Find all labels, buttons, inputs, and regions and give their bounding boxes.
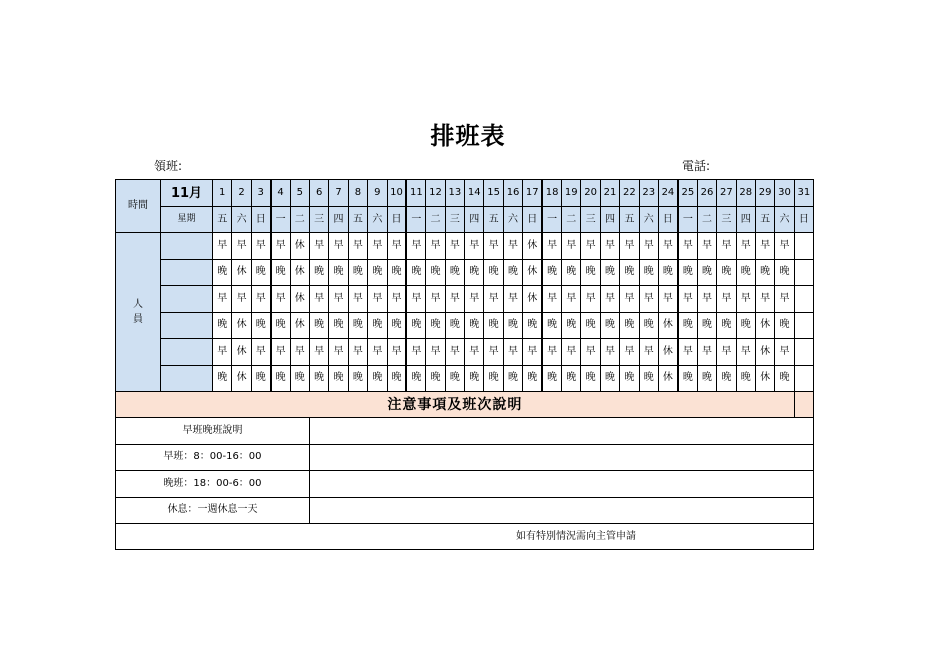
shift-cell[interactable]: 早: [348, 286, 367, 313]
shift-cell[interactable]: 早: [600, 339, 619, 366]
shift-cell[interactable]: 晚: [775, 365, 794, 392]
shift-cell[interactable]: 早: [445, 286, 464, 313]
day-header: 8: [348, 180, 367, 207]
day-header: 26: [697, 180, 716, 207]
shift-cell[interactable]: 早: [213, 339, 232, 366]
shift-cell[interactable]: 晚: [523, 365, 542, 392]
shift-cell[interactable]: 晚: [445, 312, 464, 339]
phone-label: 電話:: [682, 159, 711, 173]
shift-cell[interactable]: 晚: [406, 259, 425, 286]
shift-cell[interactable]: 晚: [542, 365, 561, 392]
shift-cell[interactable]: 早: [251, 286, 270, 313]
leader-label: 領班:: [154, 159, 183, 173]
shift-cell[interactable]: 晚: [271, 259, 290, 286]
note-label: 早班：8：00-16：00: [116, 444, 310, 471]
day-header: 7: [329, 180, 348, 207]
day-header: 1: [213, 180, 232, 207]
note-row: [116, 418, 814, 445]
shift-cell[interactable]: 休: [755, 339, 774, 366]
shift-cell[interactable]: 晚: [717, 365, 736, 392]
weekday-header: 五: [213, 207, 232, 233]
shift-cell[interactable]: 早: [639, 339, 658, 366]
note-row: [116, 471, 814, 498]
shift-cell[interactable]: 晚: [600, 365, 619, 392]
shift-cell[interactable]: 早: [251, 339, 270, 366]
shift-cell[interactable]: 晚: [387, 365, 406, 392]
shift-cell[interactable]: 早: [368, 233, 387, 260]
shift-cell[interactable]: 早: [387, 286, 406, 313]
shift-cell[interactable]: 晚: [251, 312, 270, 339]
shift-cell[interactable]: 休: [232, 339, 251, 366]
shift-cell[interactable]: 早: [348, 339, 367, 366]
shift-cell[interactable]: 早: [426, 339, 445, 366]
shift-cell[interactable]: 早: [503, 233, 522, 260]
shift-cell[interactable]: 早: [775, 339, 794, 366]
shift-cell[interactable]: 晚: [348, 365, 367, 392]
shift-cell[interactable]: 早: [523, 339, 542, 366]
day-header: 30: [775, 180, 794, 207]
staff-row: [116, 286, 814, 313]
day-header: 28: [736, 180, 755, 207]
shift-cell[interactable]: 晚: [387, 312, 406, 339]
shift-cell[interactable]: 晚: [213, 312, 232, 339]
weekday-header: 六: [232, 207, 251, 233]
weekday-header: 三: [581, 207, 600, 233]
shift-cell[interactable]: 早: [620, 286, 639, 313]
note-label: 早班晚班說明: [116, 418, 310, 445]
shift-cell[interactable]: 早: [581, 286, 600, 313]
notes-heading-side: [794, 392, 813, 418]
weekday-header: 四: [329, 207, 348, 233]
weekday-header: 三: [445, 207, 464, 233]
weekday-header: 二: [562, 207, 581, 233]
day-header: 31: [794, 180, 813, 207]
shift-cell[interactable]: [794, 365, 813, 392]
shift-cell[interactable]: 休: [232, 312, 251, 339]
shift-cell[interactable]: 休: [658, 365, 677, 392]
footer-note: 如有特別情況需向主管申請: [116, 524, 814, 550]
header-row-weekdays: [116, 207, 814, 233]
shift-cell[interactable]: 早: [697, 339, 716, 366]
shift-cell[interactable]: 早: [639, 286, 658, 313]
shift-cell[interactable]: 晚: [271, 365, 290, 392]
day-header: 22: [620, 180, 639, 207]
shift-cell[interactable]: 早: [503, 286, 522, 313]
day-header: 13: [445, 180, 464, 207]
note-value[interactable]: [309, 471, 813, 498]
shift-cell[interactable]: 早: [445, 339, 464, 366]
note-label: 休息：一週休息一天: [116, 497, 310, 524]
note-label: 晚班：18：00-6：00: [116, 471, 310, 498]
shift-cell[interactable]: 早: [562, 286, 581, 313]
shift-cell[interactable]: 晚: [445, 365, 464, 392]
weekday-header: 二: [290, 207, 309, 233]
shift-cell[interactable]: 晚: [542, 312, 561, 339]
day-header: 16: [503, 180, 522, 207]
shift-cell[interactable]: 晚: [387, 259, 406, 286]
shift-cell[interactable]: 晚: [678, 312, 697, 339]
note-value[interactable]: [309, 444, 813, 471]
shift-cell[interactable]: 休: [523, 259, 542, 286]
shift-cell[interactable]: 晚: [755, 259, 774, 286]
staff-row: [116, 259, 814, 286]
shift-cell[interactable]: 晚: [348, 312, 367, 339]
weekday-header: 四: [600, 207, 619, 233]
staff-label: [116, 233, 161, 392]
shift-cell[interactable]: 晚: [581, 259, 600, 286]
day-header: 17: [523, 180, 542, 207]
shift-cell[interactable]: 晚: [639, 365, 658, 392]
day-header: 18: [542, 180, 561, 207]
weekday-header: 三: [309, 207, 328, 233]
staff-row: [116, 339, 814, 366]
shift-cell[interactable]: 早: [755, 286, 774, 313]
shift-cell[interactable]: 晚: [717, 312, 736, 339]
weekday-header: 五: [620, 207, 639, 233]
note-value[interactable]: [309, 418, 813, 445]
page-title: 排班表: [430, 122, 506, 150]
shift-cell[interactable]: 早: [484, 339, 503, 366]
shift-cell[interactable]: 早: [600, 233, 619, 260]
shift-cell[interactable]: 早: [736, 339, 755, 366]
weekday-header: 五: [484, 207, 503, 233]
weekday-header: 一: [271, 207, 290, 233]
shift-cell[interactable]: 晚: [639, 259, 658, 286]
shift-cell[interactable]: 早: [755, 233, 774, 260]
shift-cell[interactable]: 晚: [329, 259, 348, 286]
shift-cell[interactable]: 早: [309, 233, 328, 260]
notes-heading-row: [116, 392, 814, 418]
shift-cell[interactable]: 晚: [445, 259, 464, 286]
day-header: 4: [271, 180, 290, 207]
shift-cell[interactable]: 早: [271, 233, 290, 260]
shift-cell[interactable]: 早: [503, 339, 522, 366]
shift-cell[interactable]: 早: [639, 233, 658, 260]
shift-cell[interactable]: 晚: [329, 312, 348, 339]
shift-cell[interactable]: 晚: [562, 312, 581, 339]
shift-cell[interactable]: 晚: [484, 259, 503, 286]
shift-cell[interactable]: 晚: [251, 259, 270, 286]
shift-cell[interactable]: 早: [717, 233, 736, 260]
shift-cell[interactable]: 晚: [368, 365, 387, 392]
shift-cell[interactable]: 早: [406, 233, 425, 260]
shift-cell[interactable]: 晚: [503, 312, 522, 339]
shift-cell[interactable]: [794, 286, 813, 313]
shift-cell[interactable]: 晚: [717, 259, 736, 286]
staff-name-cell[interactable]: [161, 339, 213, 366]
staff-row: [116, 365, 814, 392]
day-header: 9: [368, 180, 387, 207]
day-header: 10: [387, 180, 406, 207]
weekday-header: 日: [794, 207, 813, 233]
day-header: 5: [290, 180, 309, 207]
shift-cell[interactable]: 晚: [620, 312, 639, 339]
day-header: 2: [232, 180, 251, 207]
shift-cell[interactable]: [794, 233, 813, 260]
shift-cell[interactable]: 早: [600, 286, 619, 313]
shift-cell[interactable]: 早: [271, 339, 290, 366]
shift-cell[interactable]: 晚: [213, 259, 232, 286]
shift-cell[interactable]: 早: [542, 339, 561, 366]
shift-cell[interactable]: 休: [290, 233, 309, 260]
shift-cell[interactable]: 早: [678, 286, 697, 313]
shift-cell[interactable]: 早: [213, 286, 232, 313]
day-header: 19: [562, 180, 581, 207]
weekday-header: 五: [755, 207, 774, 233]
shift-cell[interactable]: 晚: [503, 365, 522, 392]
shift-cell[interactable]: 早: [271, 286, 290, 313]
shift-cell[interactable]: 晚: [309, 312, 328, 339]
shift-cell[interactable]: 早: [309, 286, 328, 313]
shift-cell[interactable]: 晚: [581, 312, 600, 339]
shift-cell[interactable]: 早: [697, 233, 716, 260]
shift-cell[interactable]: 晚: [620, 365, 639, 392]
shift-cell[interactable]: 晚: [736, 312, 755, 339]
day-header: 6: [309, 180, 328, 207]
shift-cell[interactable]: 晚: [406, 312, 425, 339]
weekday-header: 一: [678, 207, 697, 233]
shift-cell[interactable]: 晚: [368, 259, 387, 286]
shift-cell[interactable]: 早: [562, 233, 581, 260]
weekday-header: 二: [697, 207, 716, 233]
shift-cell[interactable]: 早: [213, 233, 232, 260]
weekday-header: 六: [503, 207, 522, 233]
notes-heading: 注意事項及班次說明: [116, 392, 795, 418]
shift-cell[interactable]: 休: [755, 312, 774, 339]
staff-label-char: 人: [133, 299, 143, 310]
staff-name-cell[interactable]: [161, 312, 213, 339]
shift-cell[interactable]: 晚: [426, 259, 445, 286]
shift-cell[interactable]: 早: [426, 286, 445, 313]
weekday-header: 日: [387, 207, 406, 233]
day-header: 15: [484, 180, 503, 207]
weekday-header: 四: [736, 207, 755, 233]
shift-cell[interactable]: 早: [251, 233, 270, 260]
weekday-header: 六: [639, 207, 658, 233]
shift-cell[interactable]: 晚: [736, 259, 755, 286]
shift-cell[interactable]: 晚: [426, 312, 445, 339]
shift-cell[interactable]: 晚: [697, 365, 716, 392]
weekday-header: 日: [251, 207, 270, 233]
note-row: [116, 497, 814, 524]
shift-cell[interactable]: 晚: [678, 365, 697, 392]
staff-name-cell[interactable]: [161, 259, 213, 286]
shift-cell[interactable]: 早: [465, 286, 484, 313]
shift-cell[interactable]: 休: [290, 259, 309, 286]
shift-cell[interactable]: 晚: [503, 259, 522, 286]
shift-cell[interactable]: 晚: [639, 312, 658, 339]
weekday-header: 一: [542, 207, 561, 233]
shift-cell[interactable]: 早: [717, 286, 736, 313]
shift-cell[interactable]: 早: [368, 286, 387, 313]
shift-cell[interactable]: 晚: [697, 259, 716, 286]
staff-name-cell[interactable]: [161, 365, 213, 392]
shift-cell[interactable]: 早: [232, 286, 251, 313]
staff-row: [116, 233, 814, 260]
shift-cell[interactable]: 早: [775, 286, 794, 313]
shift-cell[interactable]: 晚: [426, 365, 445, 392]
weekday-header: 五: [348, 207, 367, 233]
shift-cell[interactable]: 早: [445, 233, 464, 260]
shift-cell[interactable]: 早: [581, 339, 600, 366]
staff-row: [116, 312, 814, 339]
shift-cell[interactable]: 休: [658, 312, 677, 339]
shift-cell[interactable]: 早: [348, 233, 367, 260]
day-header: 20: [581, 180, 600, 207]
shift-cell[interactable]: 晚: [775, 259, 794, 286]
shift-cell[interactable]: 晚: [271, 312, 290, 339]
weekday-header: 日: [658, 207, 677, 233]
time-label: 時間: [116, 180, 161, 233]
shift-cell[interactable]: 早: [542, 286, 561, 313]
weekday-header: 六: [775, 207, 794, 233]
shift-cell[interactable]: 早: [465, 233, 484, 260]
day-header: 11: [406, 180, 425, 207]
weekday-label: 星期: [161, 207, 213, 233]
shift-cell[interactable]: 早: [658, 286, 677, 313]
day-header: 25: [678, 180, 697, 207]
schedule-table: [115, 179, 814, 550]
shift-cell[interactable]: 晚: [368, 312, 387, 339]
note-row: [116, 444, 814, 471]
shift-cell[interactable]: 晚: [678, 259, 697, 286]
header-row-days: [116, 180, 814, 207]
weekday-header: 二: [426, 207, 445, 233]
shift-cell[interactable]: 休: [290, 286, 309, 313]
shift-cell[interactable]: 早: [387, 339, 406, 366]
shift-cell[interactable]: 晚: [620, 259, 639, 286]
shift-cell[interactable]: 晚: [658, 259, 677, 286]
day-header: 24: [658, 180, 677, 207]
weekday-header: 三: [717, 207, 736, 233]
shift-cell[interactable]: 晚: [736, 365, 755, 392]
shift-cell[interactable]: 晚: [600, 259, 619, 286]
shift-cell[interactable]: 休: [232, 259, 251, 286]
shift-cell[interactable]: 早: [620, 233, 639, 260]
shift-cell[interactable]: 早: [484, 286, 503, 313]
shift-cell[interactable]: 晚: [309, 365, 328, 392]
shift-cell[interactable]: 早: [406, 286, 425, 313]
shift-cell[interactable]: 晚: [290, 365, 309, 392]
staff-label-char: 員: [133, 314, 143, 325]
shift-cell[interactable]: 晚: [465, 365, 484, 392]
shift-cell[interactable]: 早: [736, 233, 755, 260]
shift-cell[interactable]: 晚: [329, 365, 348, 392]
shift-cell[interactable]: [794, 259, 813, 286]
shift-cell[interactable]: 晚: [309, 259, 328, 286]
shift-cell[interactable]: 早: [232, 233, 251, 260]
day-header: 14: [465, 180, 484, 207]
shift-cell[interactable]: 早: [542, 233, 561, 260]
shift-cell[interactable]: 晚: [465, 312, 484, 339]
shift-cell[interactable]: 早: [406, 339, 425, 366]
shift-cell[interactable]: 晚: [348, 259, 367, 286]
weekday-header: 日: [523, 207, 542, 233]
footer-row: [116, 524, 814, 550]
shift-cell[interactable]: [794, 339, 813, 366]
shift-cell[interactable]: 早: [368, 339, 387, 366]
day-header: 21: [600, 180, 619, 207]
shift-cell[interactable]: 晚: [251, 365, 270, 392]
shift-cell[interactable]: 早: [678, 233, 697, 260]
shift-cell[interactable]: 早: [717, 339, 736, 366]
shift-cell[interactable]: 早: [484, 233, 503, 260]
shift-cell[interactable]: 晚: [542, 259, 561, 286]
shift-cell[interactable]: 休: [232, 365, 251, 392]
shift-cell[interactable]: 早: [736, 286, 755, 313]
shift-cell[interactable]: 休: [290, 312, 309, 339]
shift-cell[interactable]: 早: [387, 233, 406, 260]
shift-cell[interactable]: 休: [755, 365, 774, 392]
day-header: 12: [426, 180, 445, 207]
shift-cell[interactable]: 晚: [562, 365, 581, 392]
day-header: 3: [251, 180, 270, 207]
shift-cell[interactable]: 早: [329, 233, 348, 260]
month-label: 11月: [161, 180, 213, 207]
shift-cell[interactable]: 早: [620, 339, 639, 366]
shift-cell[interactable]: 早: [290, 339, 309, 366]
shift-cell[interactable]: 早: [309, 339, 328, 366]
shift-cell[interactable]: 早: [329, 339, 348, 366]
shift-cell[interactable]: 晚: [465, 259, 484, 286]
shift-cell[interactable]: 晚: [523, 312, 542, 339]
shift-cell[interactable]: 休: [658, 339, 677, 366]
shift-cell[interactable]: 早: [426, 233, 445, 260]
day-header: 23: [639, 180, 658, 207]
shift-cell[interactable]: 晚: [484, 365, 503, 392]
shift-cell[interactable]: 晚: [484, 312, 503, 339]
shift-cell[interactable]: 早: [658, 233, 677, 260]
shift-cell[interactable]: 休: [523, 286, 542, 313]
shift-cell[interactable]: [794, 312, 813, 339]
shift-cell[interactable]: 早: [465, 339, 484, 366]
shift-cell[interactable]: 早: [775, 233, 794, 260]
day-header: 27: [717, 180, 736, 207]
shift-cell[interactable]: 晚: [406, 365, 425, 392]
shift-cell[interactable]: 晚: [775, 312, 794, 339]
day-header: 29: [755, 180, 774, 207]
weekday-header: 六: [368, 207, 387, 233]
shift-cell[interactable]: 早: [562, 339, 581, 366]
weekday-header: 一: [406, 207, 425, 233]
shift-cell[interactable]: 晚: [600, 312, 619, 339]
shift-cell[interactable]: 晚: [581, 365, 600, 392]
shift-cell[interactable]: 早: [581, 233, 600, 260]
shift-cell[interactable]: 休: [523, 233, 542, 260]
shift-cell[interactable]: 晚: [213, 365, 232, 392]
weekday-header: 四: [465, 207, 484, 233]
shift-cell[interactable]: 晚: [697, 312, 716, 339]
shift-cell[interactable]: 早: [697, 286, 716, 313]
shift-cell[interactable]: 晚: [562, 259, 581, 286]
staff-name-cell[interactable]: [161, 233, 213, 260]
staff-name-cell[interactable]: [161, 286, 213, 313]
note-value[interactable]: [309, 497, 813, 524]
shift-cell[interactable]: 早: [678, 339, 697, 366]
shift-cell[interactable]: 早: [329, 286, 348, 313]
